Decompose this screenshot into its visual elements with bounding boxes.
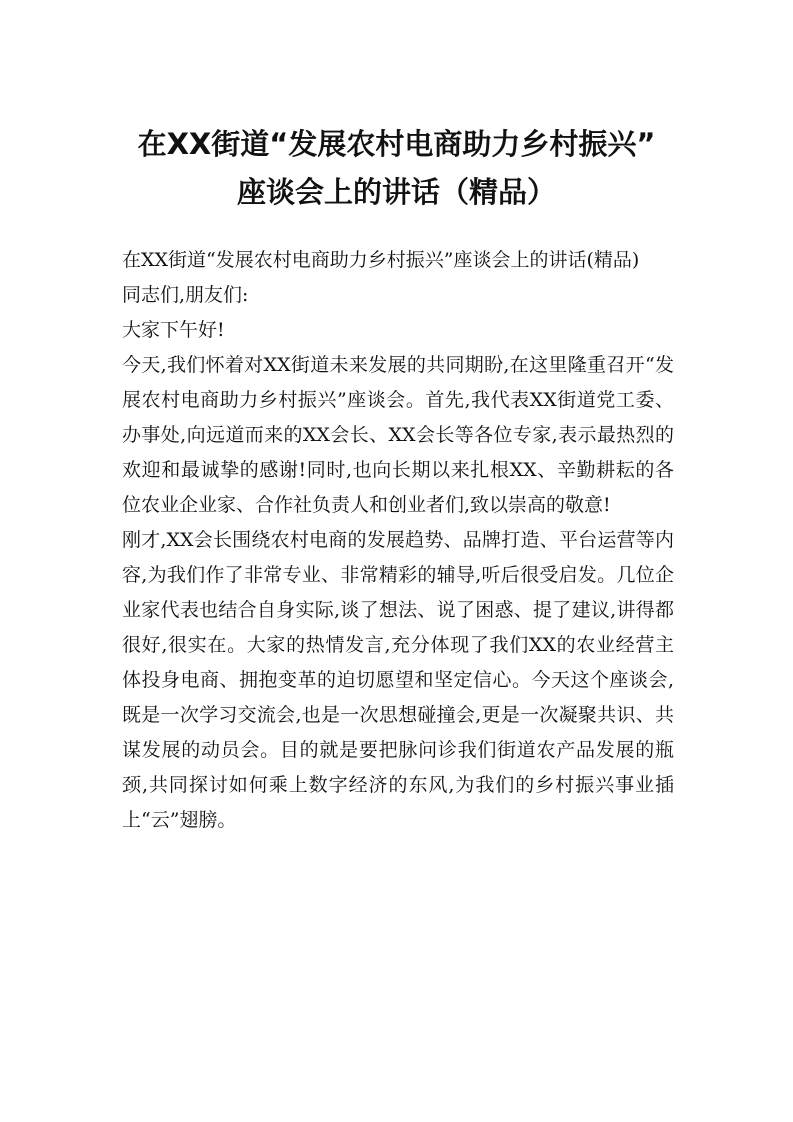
paragraph-heading-repeat: 在XX街道“发展农村电商助力乡村振兴”座谈会上的讲话(精品) (122, 249, 640, 271)
paragraph-purpose: 刚才,XX会长围绕农村电商的发展趋势、品牌打造、平台运营等内容,为我们作了非常专业、非常精彩的辅导,听后很受启发。几位企业家代表也结合自身实际,谈了想法、说了困惑、提了建议,讲得都很好,很实在。大家的热情发言,充分体现了我们XX的农业经营主体投身电商、拥抱变革的迫切愿望和坚定信心。今天这个座谈会,既是一次学习交流会,也是一次思想碰撞会,更是一次凝聚共识、共谋发展的动员会。目的就是要把脉问诊我们街道农产品发展的瓶颈,共同探讨如何乘上数字经济的东风,为我们的乡村振兴事业插上“云”翅膀。 (122, 529, 674, 831)
paragraph-greeting: 大家下午好! (122, 319, 225, 341)
paragraph-salutation: 同志们,朋友们: (122, 284, 249, 306)
document-title-line-1: 在XX街道“发展农村电商助力乡村振兴” (137, 127, 656, 161)
document-body (122, 243, 674, 838)
document-title-line-2: 座谈会上的讲话（精品） (236, 175, 556, 209)
paragraph-welcome: 今天,我们怀着对XX街道未来发展的共同期盼,在这里隆重召开“发展农村电商助力乡村振兴”座谈会。首先,我代表XX街道党工委、办事处,向远道而来的XX会长、XX会长等各位专家,表示最热烈的欢迎和最诚挚的感谢!同时,也向长期以来扎根XX、辛勤耕耘的各位农业企业家、合作社负责人和创业者们,致以崇高的敬意! (122, 354, 674, 516)
